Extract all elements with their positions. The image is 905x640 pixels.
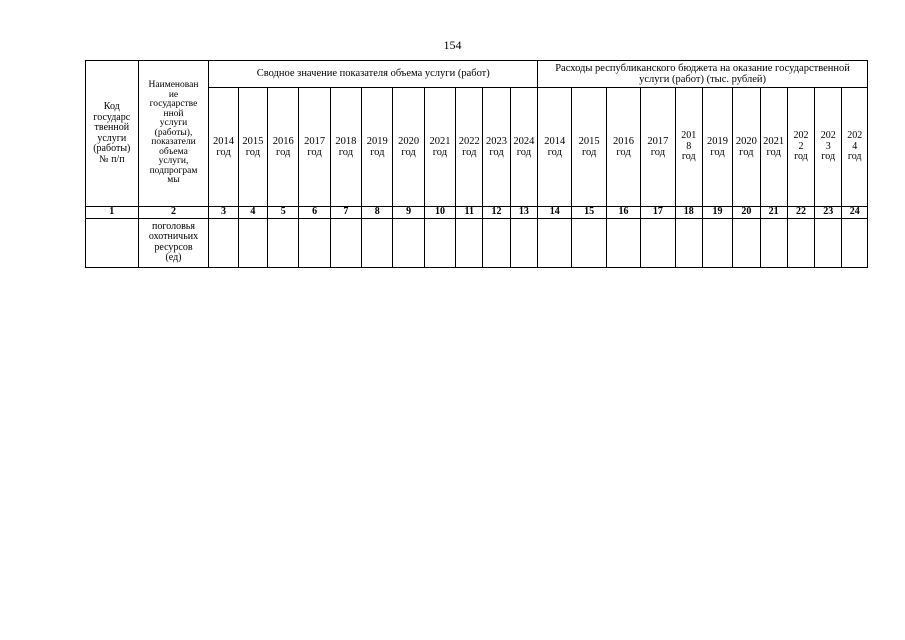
header-name-line: мы (167, 175, 180, 186)
row-value-cell (510, 218, 537, 267)
year-line: год (681, 151, 696, 163)
year-line: год (489, 147, 504, 158)
year-line: 2014 (544, 135, 566, 147)
column-number: 11 (456, 207, 483, 219)
header-row-groups (86, 61, 868, 88)
data-body (86, 218, 868, 267)
header-budget-year-11 (842, 88, 868, 207)
year-line: 2024 (513, 135, 535, 147)
year-line: 2017 (647, 135, 669, 147)
column-number: 14 (538, 207, 572, 219)
header-volume-year-2 (238, 88, 267, 207)
row-value-cell (209, 218, 238, 267)
year-line: год (766, 147, 781, 158)
header-budget-year-8 (760, 88, 787, 207)
header-name-line: показатели (151, 137, 196, 148)
header-volume-year-9 (456, 88, 483, 207)
header-name-line: нной (163, 108, 184, 119)
header-volume-year-10 (483, 88, 510, 207)
row-value-cell (268, 218, 299, 267)
header-code-line: государс (93, 111, 131, 123)
header-volume-year-8 (424, 88, 455, 207)
header-name-line: Наименован (148, 80, 199, 91)
header-volume-year-3 (268, 88, 299, 207)
year-line: 4 (852, 140, 858, 152)
row-value-cell (538, 218, 572, 267)
row-value-cell (299, 218, 330, 267)
year-line: 2016 (613, 135, 635, 147)
column-number: 1 (86, 207, 139, 219)
header-budget-group: Расходы республиканского бюджета на оказание государственной услуги (работ) (тыс. рублей) (538, 61, 868, 88)
row-value-cell (572, 218, 606, 267)
header-name-line: государстве (149, 99, 198, 110)
row-code-cell (86, 218, 139, 267)
column-number: 7 (330, 207, 361, 219)
year-line: год (432, 147, 448, 158)
column-number: 23 (815, 207, 842, 219)
header-code-line: № п/п (99, 153, 125, 165)
column-number: 19 (702, 207, 732, 219)
year-line: год (216, 147, 231, 158)
header-volume-year-5 (330, 88, 361, 207)
column-number-row (86, 207, 868, 219)
year-line: год (401, 147, 416, 158)
column-number: 21 (760, 207, 787, 219)
column-number: 6 (299, 207, 330, 219)
year-line: год (338, 147, 354, 158)
row-name-line: (ед) (165, 252, 182, 263)
year-line: 2 (798, 140, 804, 152)
header-code-line: (работы) (93, 143, 131, 154)
row-value-cell (815, 218, 842, 267)
year-line: год (307, 147, 322, 158)
header-budget-year-10 (815, 88, 842, 207)
year-line: год (794, 151, 808, 163)
row-name-line: охотничьих (148, 231, 199, 242)
year-line: 2015 (242, 135, 264, 147)
year-line: 2019 (707, 135, 729, 147)
year-line: 3 (825, 140, 831, 152)
row-value-cell (842, 218, 868, 267)
column-number: 15 (572, 207, 606, 219)
table-row (86, 218, 868, 267)
row-value-cell (702, 218, 732, 267)
year-line: год (650, 147, 666, 158)
year-line: 202 (793, 130, 809, 142)
year-line: 2019 (366, 135, 388, 147)
year-line: год (847, 151, 862, 163)
year-line: 2014 (213, 135, 235, 147)
column-number: 9 (393, 207, 424, 219)
header-budget-year-2 (572, 88, 606, 207)
year-line: год (710, 147, 725, 158)
column-number: 3 (209, 207, 238, 219)
row-value-cell (424, 218, 455, 267)
header-name-line: ие (168, 89, 179, 100)
year-line: 2021 (763, 135, 785, 147)
year-line: год (516, 147, 532, 158)
header-volume-year-1 (209, 88, 238, 207)
year-line: 2020 (735, 135, 757, 147)
column-number: 5 (268, 207, 299, 219)
year-line: 2016 (272, 135, 294, 147)
row-value-cell (456, 218, 483, 267)
header-name-line: услуги, (158, 156, 189, 167)
column-number: 10 (424, 207, 455, 219)
year-line: год (462, 147, 477, 158)
year-line: год (616, 147, 631, 158)
year-line: 2022 (458, 135, 480, 147)
row-name-cell (138, 218, 209, 267)
column-number: 18 (675, 207, 702, 219)
column-number: 2 (138, 207, 209, 219)
year-line: 202 (820, 130, 836, 142)
row-value-cell (238, 218, 267, 267)
report-table (85, 60, 868, 268)
header-budget-year-4 (641, 88, 675, 207)
year-line: 2023 (486, 135, 508, 147)
column-number: 16 (606, 207, 640, 219)
header-budget-year-3 (606, 88, 640, 207)
row-value-cell (330, 218, 361, 267)
header-budget-year-9 (787, 88, 814, 207)
column-number: 17 (641, 207, 675, 219)
row-value-cell (787, 218, 814, 267)
row-value-cell (675, 218, 702, 267)
column-number: 22 (787, 207, 814, 219)
year-line: 2020 (398, 135, 420, 147)
row-value-cell (641, 218, 675, 267)
header-code (86, 61, 139, 207)
header-volume-year-11 (510, 88, 537, 207)
year-line: год (276, 147, 291, 158)
header-volume-year-7 (393, 88, 424, 207)
row-value-cell (393, 218, 424, 267)
column-number: 4 (238, 207, 267, 219)
row-name-line: поголовья (152, 220, 195, 232)
year-line: год (370, 147, 385, 158)
year-line: год (821, 151, 836, 163)
year-line: год (245, 147, 261, 158)
year-line: 2017 (304, 135, 326, 147)
row-value-cell (362, 218, 393, 267)
year-line: 8 (686, 140, 692, 152)
row-value-cell (606, 218, 640, 267)
header-volume-year-4 (299, 88, 330, 207)
year-line: 202 (847, 130, 863, 142)
column-number: 20 (733, 207, 760, 219)
header-budget-year-1 (538, 88, 572, 207)
header-name-line: объема (159, 146, 188, 157)
column-number: 12 (483, 207, 510, 219)
year-line: 201 (681, 130, 697, 142)
row-value-cell (733, 218, 760, 267)
year-line: год (739, 147, 754, 158)
page-number: 154 (443, 38, 462, 52)
year-line: год (581, 147, 597, 158)
header-name-line: (работы), (154, 127, 193, 138)
column-number: 24 (842, 207, 868, 219)
row-value-cell (483, 218, 510, 267)
header-name (138, 61, 209, 207)
year-line: год (547, 147, 562, 158)
year-line: 2021 (429, 135, 451, 147)
header-name-line: подпрограм (149, 165, 198, 176)
header-name-line: услуги (159, 118, 188, 129)
header-budget-year-7 (733, 88, 760, 207)
header-code-line: услуги (97, 132, 127, 144)
header-volume-year-6 (362, 88, 393, 207)
header-code-line: Код (103, 101, 120, 112)
header-volume-group: Сводное значение показателя объема услуги (работ) (209, 61, 538, 88)
year-line: 2018 (335, 135, 357, 147)
row-name-line: ресурсов (154, 241, 193, 253)
column-number: 8 (362, 207, 393, 219)
header-budget-year-6 (702, 88, 732, 207)
year-line: 2015 (578, 135, 600, 147)
header-code-line: твенной (94, 122, 130, 133)
row-value-cell (760, 218, 787, 267)
header-budget-year-5 (675, 88, 702, 207)
column-number: 13 (510, 207, 537, 219)
